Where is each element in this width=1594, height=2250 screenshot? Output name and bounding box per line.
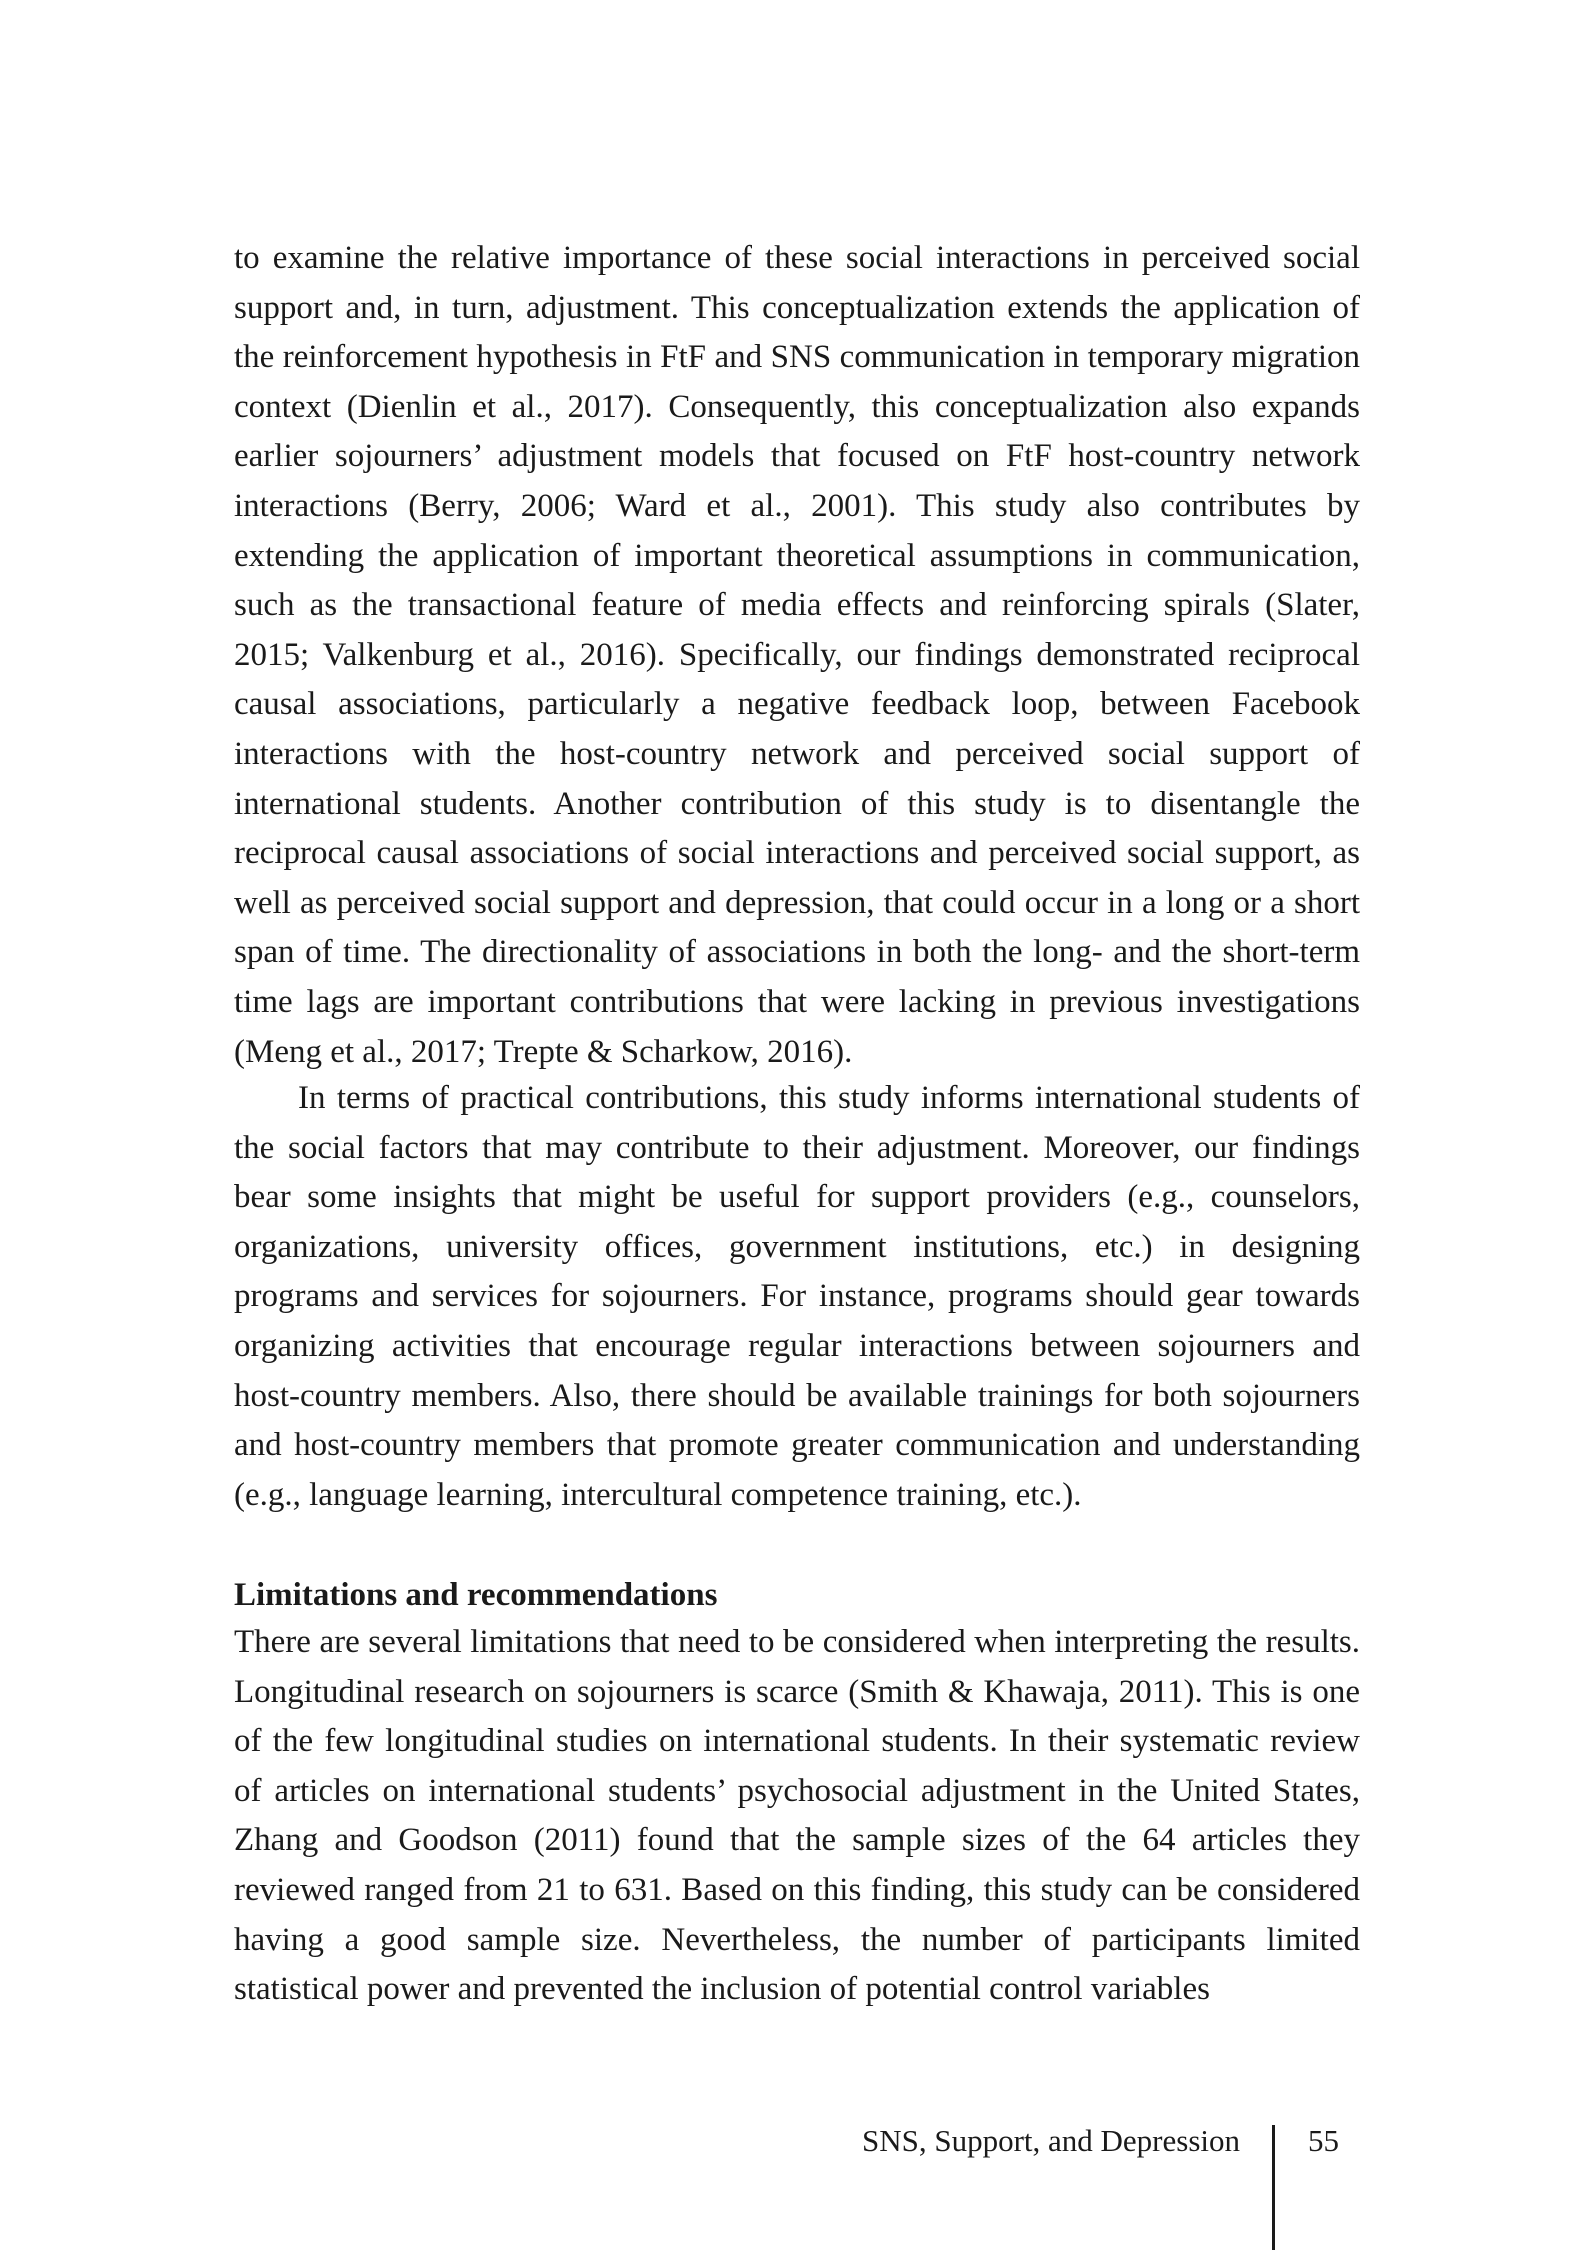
footer-divider — [1272, 2125, 1275, 2250]
paragraph-text: to examine the relative importance of these social interactions in perceived social support and, in turn, adjustment. This conceptualization extends the application of the reinforcement hypothesis in FtF and SNS communication in temporary migration context (Dienlin et al., 2017). Consequently, this conceptualization also expands earlier sojourners’ adjustment models that focused on FtF host-country network interactions (Berry, 2006; Ward et al., 2001). This study also contributes by extending the application of important theoretical assumptions in communication, such as the transactional feature of media effects and reinforcing spirals (Slater, 2015; Valkenburg et al., 2016). Specifically, our findings demonstrated reciprocal causal associations, particularly a negative feedback loop, between Facebook interactions with the host-country network and perceived social support of international students. Another contribution of this study is to disentangle the reciprocal causal associations of social interactions and perceived social support, as well as perceived social support and depression, that could occur in a long or a short span of time. The directionality of associations in both the long- and the short-term time lags are important contributions that were lacking in previous investigations (Meng et al., 2017; Trepte & Scharkow, 2016). — [234, 240, 1360, 1070]
body-paragraph — [234, 1618, 1360, 2015]
body-paragraph — [234, 1074, 1360, 1520]
running-title: SNS, Support, and Depression — [861, 2123, 1240, 2158]
page-number: 55 — [1308, 2123, 1339, 2158]
body-paragraph — [234, 234, 1360, 1077]
section-heading: Limitations and recommendations — [234, 1577, 718, 1613]
paragraph-text: There are several limitations that need to be considered when interpreting the results. Longitudinal research on sojourners is scarce (Smith & Khawaja, 2011). This is one of the few longitudinal studies on international students. In their systematic review of articles on international students’ psychosocial adjustment in the United States, Zhang and Goodson (2011) found that the sample sizes of the 64 articles they reviewed ranged from 21 to 631. Based on this finding, this study can be considered having a good sample size. Nevertheless, the number of participants limited statistical power and prevented the inclusion of potential control variables — [234, 1624, 1360, 2008]
paragraph-text: In terms of practical contributions, this study informs international students of the social factors that may contribute to their adjustment. Moreover, our findings bear some insights that might be useful for support providers (e.g., counselors, organizations, university offices, government institutions, etc.) in designing programs and services for sojourners. For instance, programs should gear towards organizing activities that encourage regular interactions between sojourners and host-country members. Also, there should be available trainings for both sojourners and host-country members that promote greater communication and understanding (e.g., language learning, intercultural competence training, etc.). — [234, 1080, 1360, 1513]
